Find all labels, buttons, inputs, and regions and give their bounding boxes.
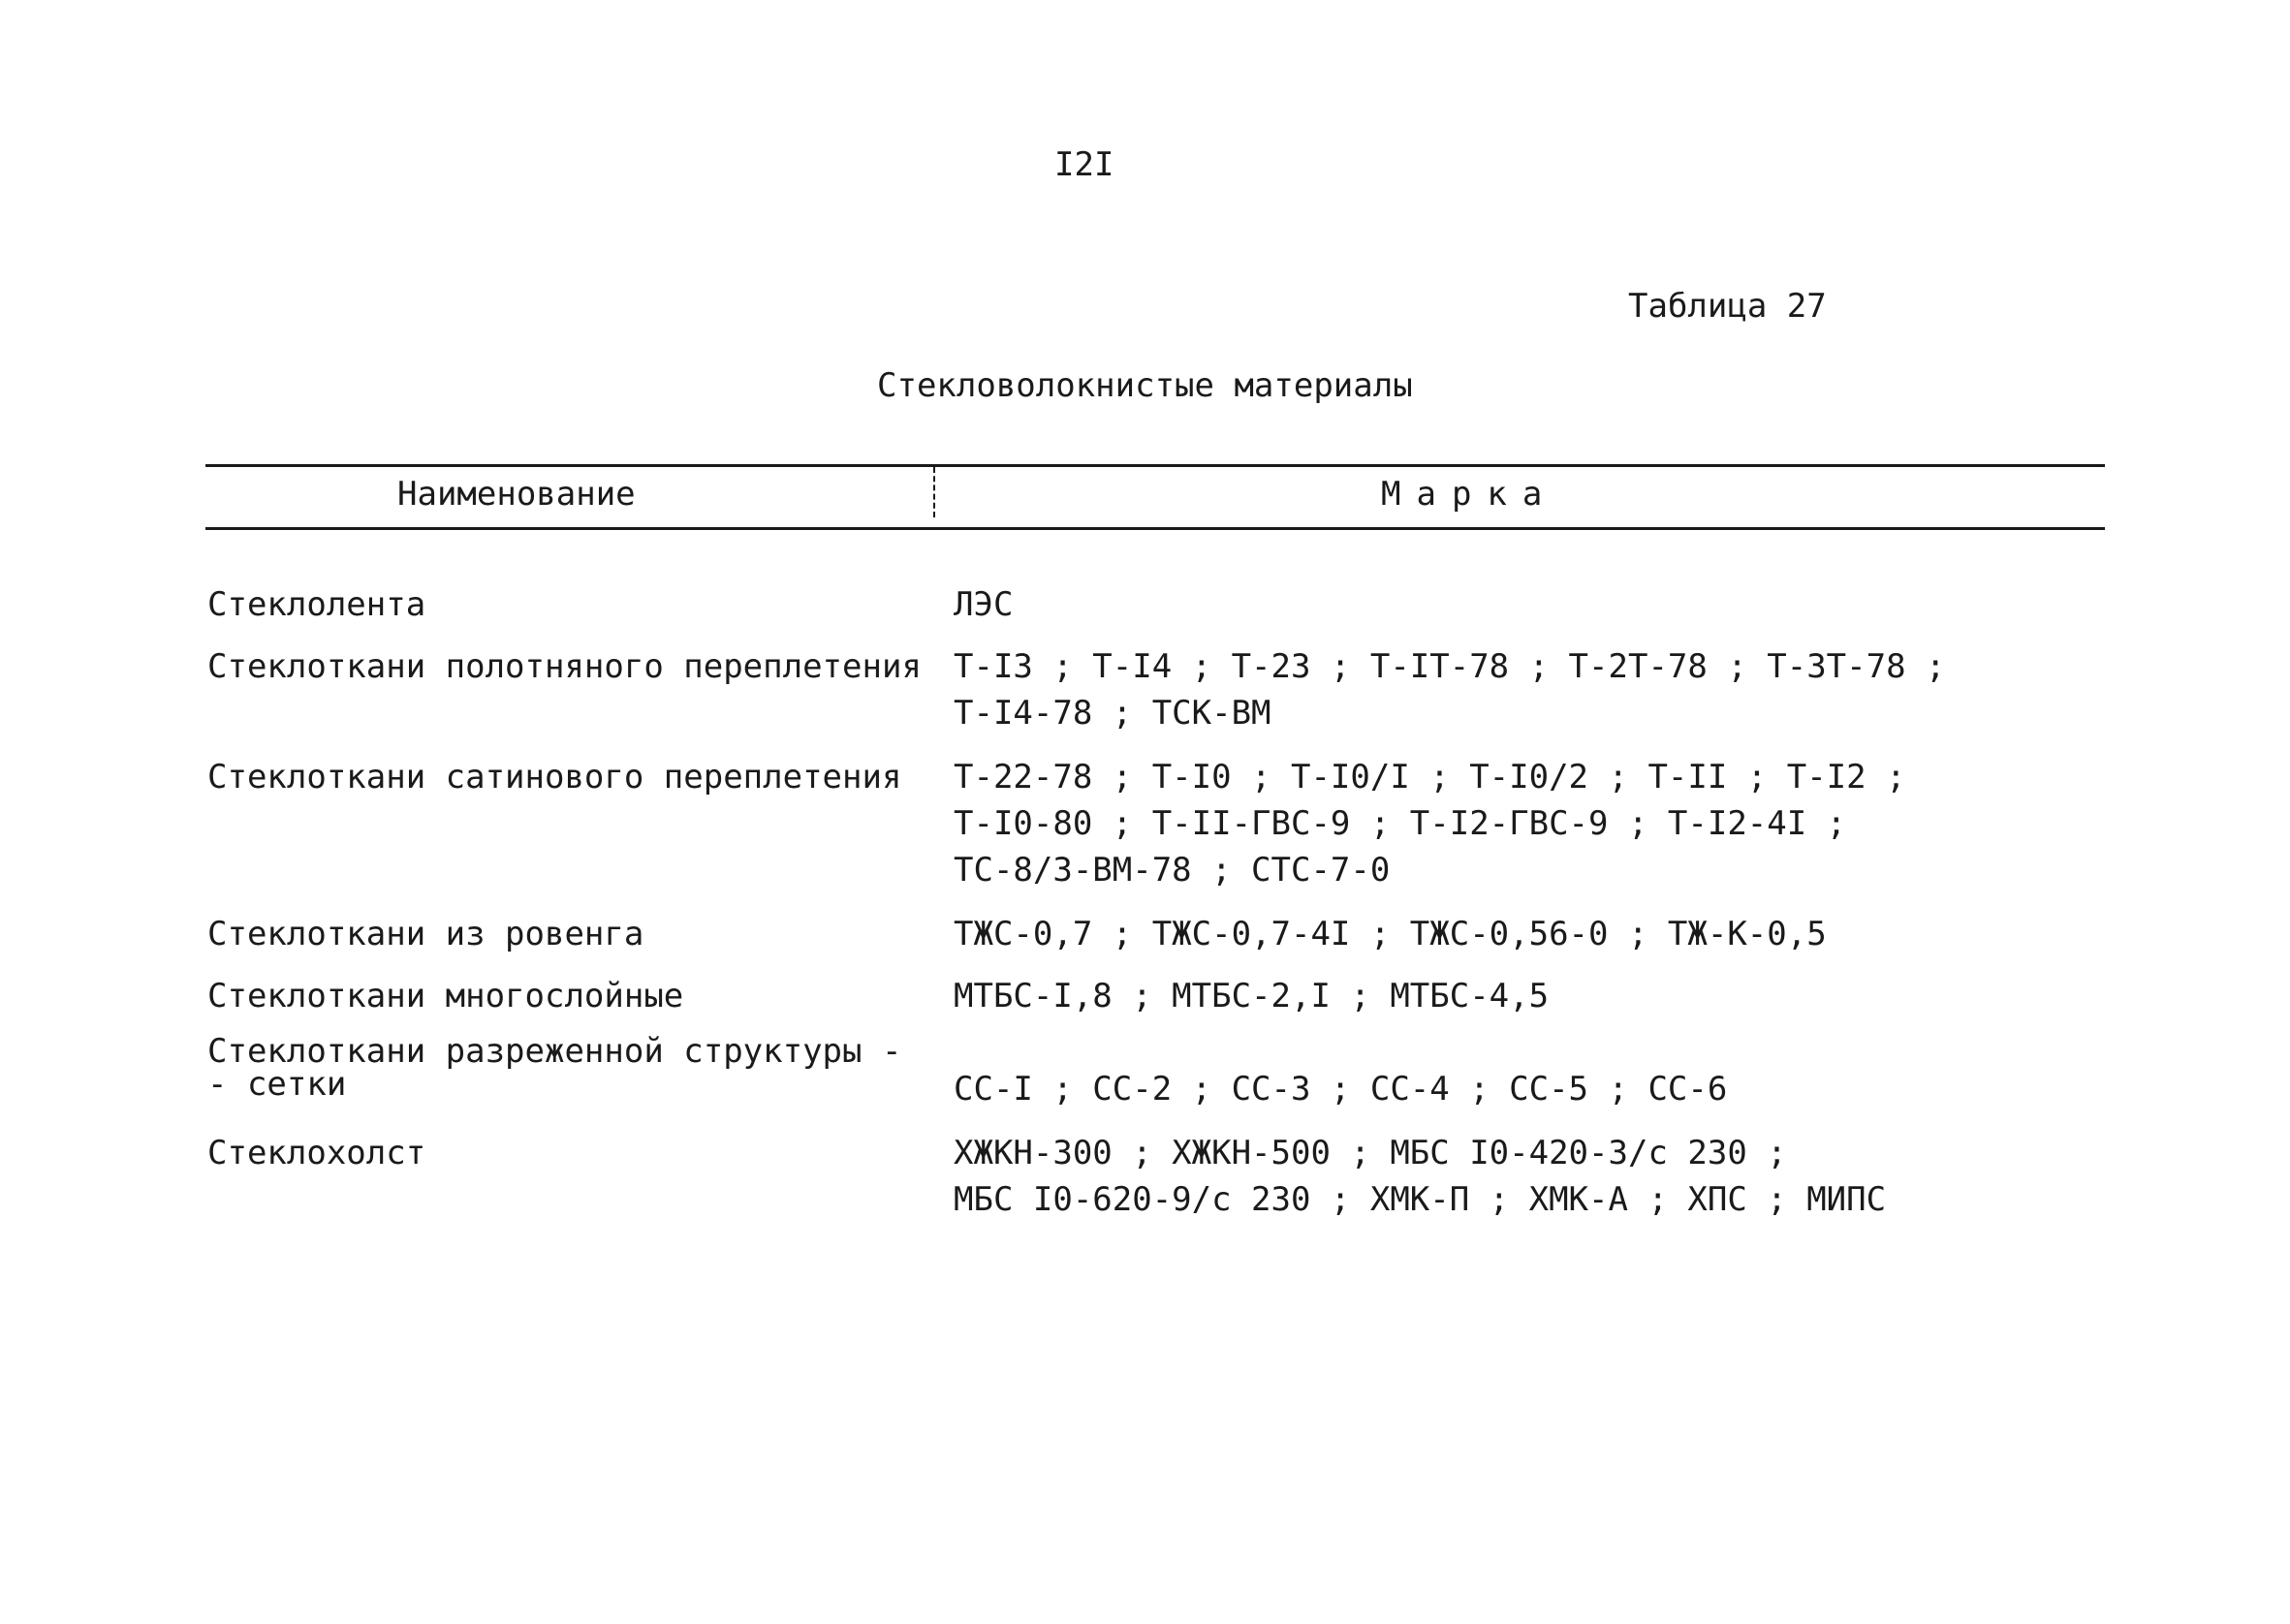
header-mark: Марка — [1381, 475, 1558, 514]
row-name: Стеклоткани разреженной структуры - - сетки — [207, 1032, 902, 1104]
row-mark — [954, 973, 2117, 1019]
table-top-rule — [205, 464, 2105, 467]
row-mark — [954, 1066, 2117, 1112]
mark-line: Т-I0-80 ; Т-II-ГВС-9 ; Т-I2-ГВС-9 ; Т-I2-4I ; — [954, 804, 1847, 843]
row-mark — [954, 1130, 2117, 1223]
row-name: Стеклоткани многослойные — [207, 977, 684, 1015]
row-name: Стеклоткани полотняного переплетения — [207, 647, 922, 686]
row-name: Стеклоткани сатинового переплетения — [207, 758, 902, 796]
mark-line: МБС I0-620-9/с 230 ; ХМК-П ; ХМК-А ; ХПС ; МИПС — [954, 1180, 1887, 1219]
header-name: Наименование — [397, 475, 636, 514]
mark-line: Т-I3 ; Т-I4 ; Т-23 ; Т-IТ-78 ; Т-2Т-78 ; Т-3Т-78 ; — [954, 647, 1946, 686]
row-name: Стеклохолст — [207, 1134, 426, 1172]
mark-line: МТБС-I,8 ; МТБС-2,I ; МТБС-4,5 — [954, 977, 1550, 1015]
row-mark — [954, 754, 2117, 893]
row-name: Стеклолента — [207, 585, 426, 624]
mark-line: ХЖКН-300 ; ХЖКН-500 ; МБС I0-420-3/с 230 ; — [954, 1134, 1787, 1172]
mark-line: Т-22-78 ; Т-I0 ; Т-I0/I ; Т-I0/2 ; Т-II ; Т-I2 ; — [954, 758, 1906, 796]
table-header-rule — [205, 527, 2105, 530]
header-column-divider — [933, 467, 935, 517]
mark-line: ТС-8/3-ВМ-78 ; СТС-7-0 — [954, 851, 1391, 890]
mark-line: ТЖС-0,7 ; ТЖС-0,7-4I ; ТЖС-0,56-0 ; ТЖ-К-0,5 — [954, 915, 1827, 953]
table-label: Таблица 27 — [1628, 287, 1827, 326]
page-number: I2I — [1054, 145, 1114, 184]
row-name: Стеклоткани из ровенга — [207, 915, 644, 953]
mark-line: Т-I4-78 ; ТСК-ВМ — [954, 694, 1271, 733]
row-mark — [954, 581, 2117, 628]
mark-line: СС-I ; СС-2 ; СС-3 ; СС-4 ; СС-5 ; СС-6 — [954, 1070, 1728, 1109]
row-mark — [954, 643, 2117, 736]
row-mark — [954, 911, 2117, 957]
mark-line: ЛЭС — [954, 585, 1014, 624]
document-title: Стекловолокнистые материалы — [877, 366, 1413, 405]
